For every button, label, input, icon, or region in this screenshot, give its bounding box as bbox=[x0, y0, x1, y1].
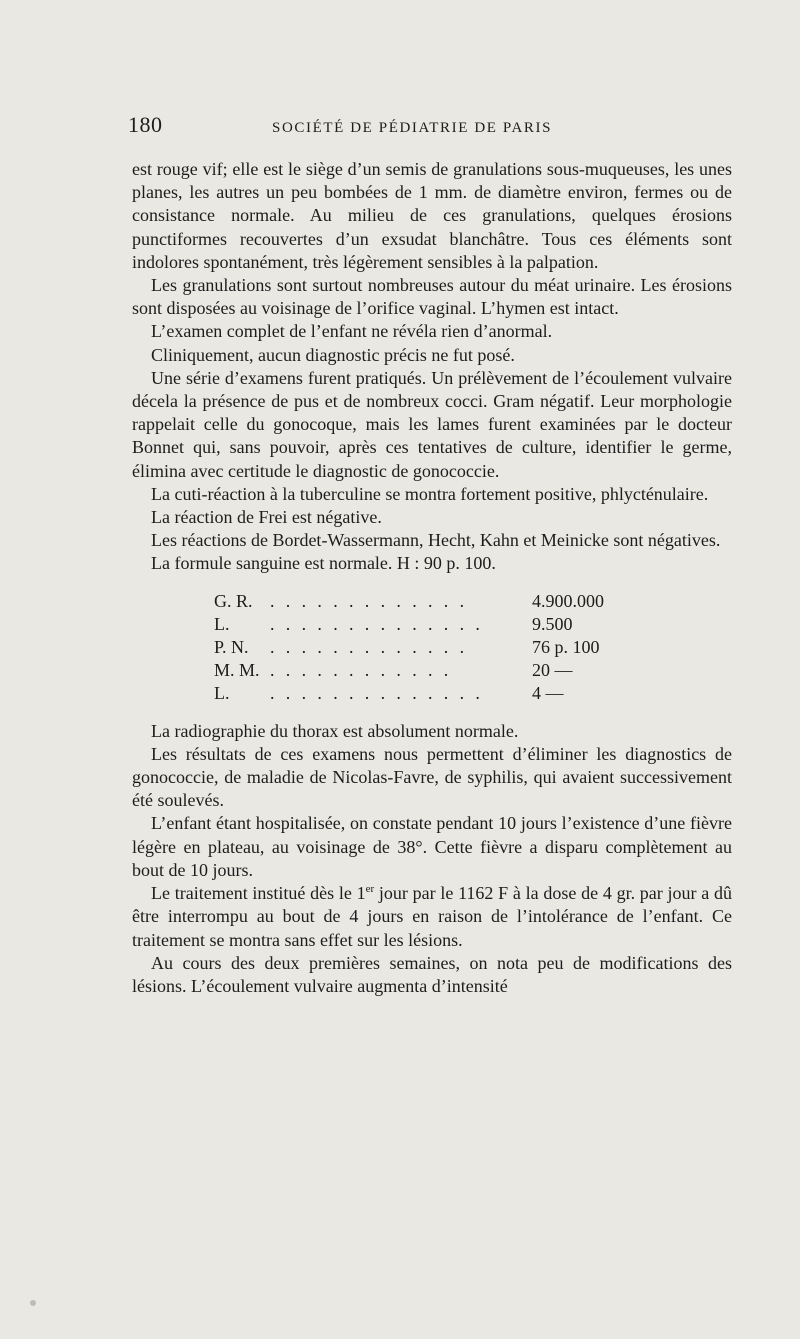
table-row bbox=[214, 590, 632, 613]
paper-spot bbox=[30, 1300, 36, 1306]
row-label: L. bbox=[214, 683, 230, 704]
table-row bbox=[214, 636, 632, 659]
paragraph: La formule sanguine est normale. H : 90 p. 100. bbox=[151, 553, 496, 574]
leader-dots: . . . . . . . . . . . . . bbox=[270, 590, 468, 611]
text-fragment: Le traitement institué dès le 1 bbox=[151, 883, 366, 904]
row-label: P. N. bbox=[214, 637, 249, 658]
ordinal-superscript: er bbox=[365, 883, 375, 896]
page-number: 180 bbox=[128, 112, 163, 137]
paragraph-treatment bbox=[132, 882, 732, 952]
paragraph: L’enfant étant hospitalisée, on constate pendant 10 jours l’existence d’une fièvre légère en plateau, au voisinage de 38°. Cette fièvre a disparu complètement au bout de 10 jours. bbox=[132, 813, 732, 880]
row-value: 4.900.000 bbox=[532, 590, 604, 611]
table-row bbox=[214, 659, 632, 682]
row-value: 9.500 bbox=[532, 613, 573, 634]
body-text bbox=[132, 158, 732, 998]
row-label: L. bbox=[214, 613, 230, 634]
row-value: 76 p. 100 bbox=[532, 637, 600, 658]
paragraph: Les résultats de ces examens nous permettent d’éliminer les diagnostics de gonococcie, de maladie de Nicolas-Favre, de syphilis, qui avaient successivement été soulevés. bbox=[132, 743, 732, 811]
row-label: M. M. bbox=[214, 660, 260, 681]
leader-dots: . . . . . . . . . . . . . bbox=[270, 637, 468, 658]
row-value: 20 — bbox=[532, 660, 573, 681]
table-row bbox=[214, 682, 632, 705]
paragraph: Cliniquement, aucun diagnostic précis ne fut posé. bbox=[151, 344, 515, 365]
paragraph: Une série d’examens furent pratiqués. Un prélèvement de l’écoulement vulvaire décela la présence de pus et de nombreux cocci. Gram négatif. Leur morphologie rappelait celle du gonocoque, mais les lames furent examinées par le docteur Bonnet qui, sans pouvoir, après ces tentatives de culture, identifier le germe, élimina avec certitude le diagnostic de gonococcie. bbox=[132, 367, 732, 481]
page-header bbox=[128, 112, 732, 142]
table-row bbox=[214, 613, 632, 636]
paragraph: L’examen complet de l’enfant ne révéla rien d’anormal. bbox=[151, 321, 553, 342]
running-title: SOCIÉTÉ DE PÉDIATRIE DE PARIS bbox=[272, 120, 553, 136]
paragraph: Les réactions de Bordet-Wassermann, Hecht, Kahn et Meinicke sont négatives. bbox=[151, 530, 721, 551]
paragraph-continuation: est rouge vif; elle est le siège d’un semis de granulations sous-muqueuses, les unes planes, les autres un peu bombées de 1 mm. de diamètre environ, fermes ou de consistance normale. Au milieu de ces granulations, quelques érosions punctiformes recouvertes d’un exsudat blanchâtre. Tous ces éléments sont indolores spontanément, très légèrement sensibles à la palpation. bbox=[132, 159, 732, 272]
text-fragment: jour par le 1162 F à la dose de 4 gr. par jour a dû être interrompu au bout de 4 jours en raison de l’intolérance de l’enfant. Ce traitement se montra sans effet sur les lésions. bbox=[132, 883, 732, 950]
paragraph: La réaction de Frei est négative. bbox=[151, 507, 382, 528]
leader-dots: . . . . . . . . . . . . . . bbox=[270, 613, 484, 634]
paragraph: La cuti-réaction à la tuberculine se montra fortement positive, phlycténulaire. bbox=[151, 483, 709, 504]
row-label: G. R. bbox=[214, 590, 253, 611]
paragraph: Au cours des deux premières semaines, on nota peu de modifications des lésions. L’écoulement vulvaire augmenta d’intensité bbox=[132, 952, 732, 996]
row-value: 4 — bbox=[532, 683, 564, 704]
leader-dots: . . . . . . . . . . . . bbox=[270, 660, 452, 681]
paragraph: La radiographie du thorax est absolument normale. bbox=[151, 720, 519, 741]
paragraph: Les granulations sont surtout nombreuses autour du méat urinaire. Les érosions sont disposées au voisinage de l’orifice vaginal. L’hymen est intact. bbox=[132, 275, 732, 319]
blood-formula-table bbox=[214, 590, 632, 706]
leader-dots: . . . . . . . . . . . . . . bbox=[270, 683, 484, 704]
